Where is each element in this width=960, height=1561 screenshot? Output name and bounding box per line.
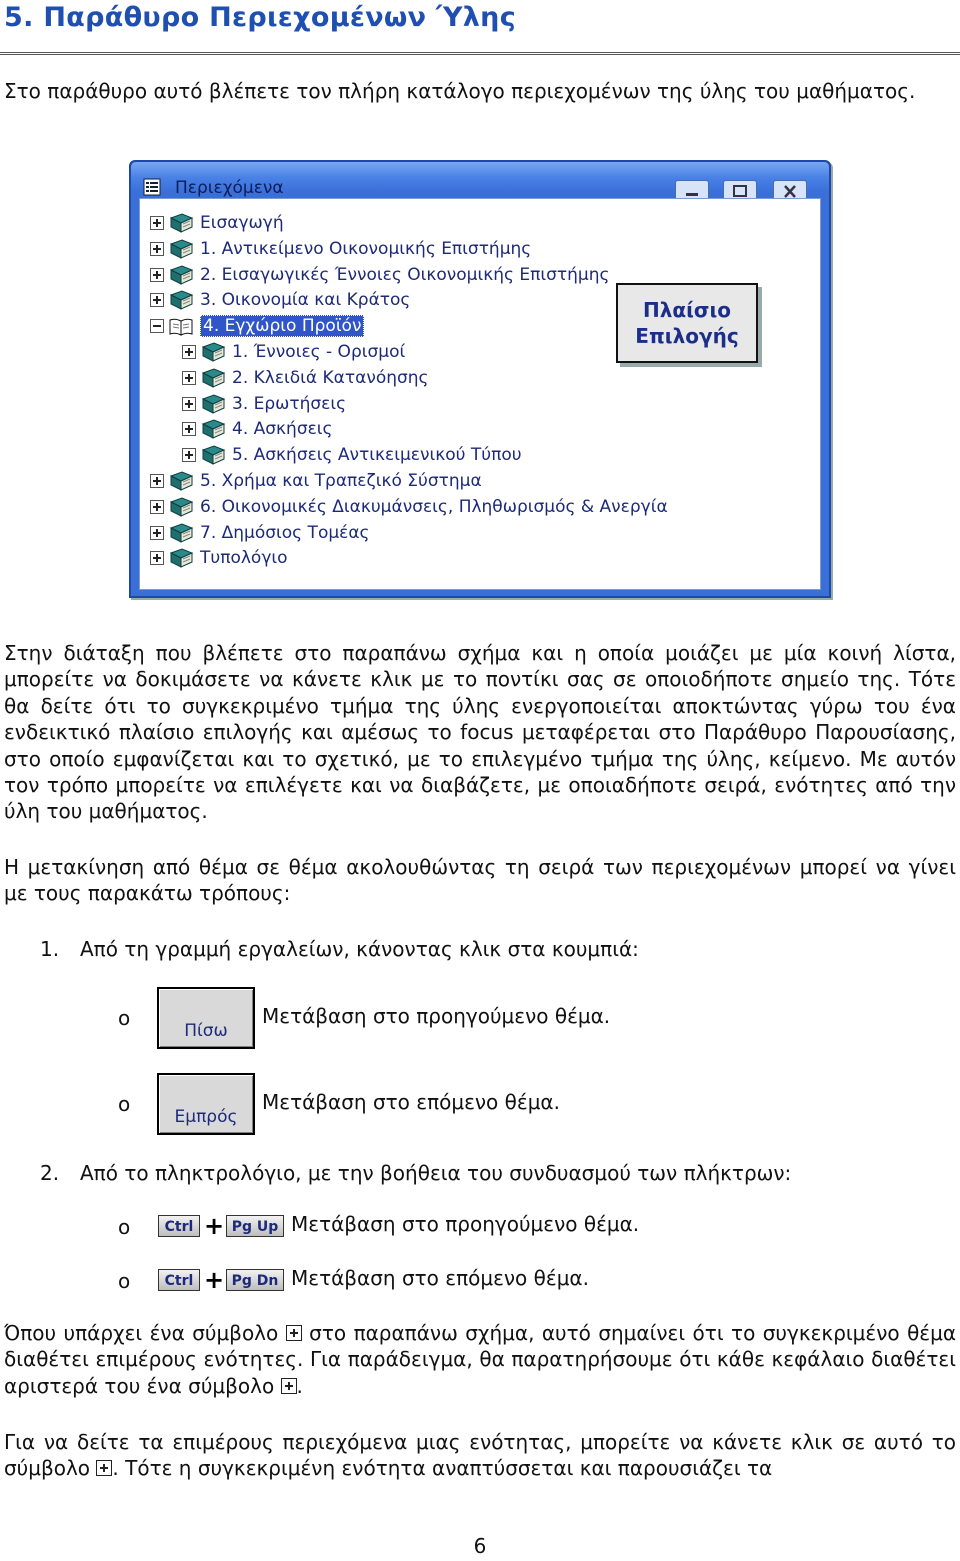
tree-item-label: 1. Αντικείμενο Οικονομικής Επιστήμης [200,238,532,259]
expand-plus-icon[interactable] [182,422,196,436]
tree-item[interactable] [150,495,668,519]
tree-item-label: 5. Ασκήσεις Αντικειμενικού Τύπου [232,445,522,466]
callout-line-1: Πλαίσιο [642,298,732,322]
book-icon [168,496,200,518]
page-up-key: Pg Up [226,1215,284,1237]
selection-box-callout [616,283,758,363]
forward-description: Μετάβαση στο επόμενο θέμα. [262,1090,560,1114]
expand-plus-icon[interactable] [150,526,164,540]
book-icon [200,367,232,389]
book-icon [168,470,200,492]
tree-item-label: 2. Εισαγωγικές Έννοιες Οικονομικής Επιστήμης [200,264,610,285]
tree-item[interactable] [150,546,288,570]
tree-item[interactable] [182,443,522,467]
tree-item-label: 3. Ερωτήσεις [232,393,347,414]
expand-plus-icon[interactable] [182,371,196,385]
intro-paragraph: Στο παράθυρο αυτό βλέπετε τον πλήρη κατάλογο περιεχομένων της ύλης του μαθήματος. [4,79,916,103]
window-title: Περιεχόμενα [175,178,284,198]
explanation-paragraph: Στην διάταξη που βλέπετε στο παραπάνω σχήμα και η οποία μοιάζει με μία κοινή λίστα, μπορείτε να δοκιμάσετε να κάνετε κλικ με το ποντίκι σας σε οποιοδήποτε σημείο της. Τότε θα δείτε ότι το συγκεκριμένο τμήμα της ύλης ενεργοποιείται αποκτώντας γύρω του ένα ενδεικτικό πλαίσιο επιλογής και αμέσως το focus μεταφέρεται στο Παράθυρο Παρουσίασης, στο οποίο εμφανίζεται και το σχετικό, με το επιλεγμένο τμήμα της ύλης, κείμενο. Με αυτόν τον τρόπο μπορείτε να επιλέγετε και να διαβάζετε, με οποιαδήποτε σειρά, ενότητες από την ύλη του μαθήματος. [4,641,956,824]
page-down-key: Pg Dn [226,1269,284,1291]
book-icon [168,289,200,311]
book-icon [200,444,232,466]
tree-item-label: 2. Κλειδιά Κατανόησης [232,367,429,388]
tree-item-label: 4. Ασκήσεις [232,419,333,440]
forward-button[interactable] [157,1073,255,1135]
expand-plus-icon[interactable] [182,448,196,462]
expand-plus-icon [281,1378,297,1394]
page-number: 6 [473,1534,487,1558]
tree-item-label: 1. Έννοιες - Ορισμοί [232,342,406,362]
list-item-1-text: Από τη γραμμή εργαλείων, κάνοντας κλικ στα κουμπιά: [80,937,639,961]
bullet: o [118,1269,131,1293]
tree-item[interactable] [150,211,284,235]
tree-item-label: 6. Οικονομικές Διακυμάνσεις, Πληθωρισμός & Ανεργία [200,496,668,517]
tree-item[interactable] [182,366,429,390]
tree-item[interactable] [150,521,370,545]
list-item-2-text: Από το πληκτρολόγιο, με την βοήθεια του συνδυασμού των πλήκτρων: [80,1161,792,1185]
paragraph-text: Όπου υπάρχει ένα σύμβολο [4,1321,279,1345]
book-icon [168,212,200,234]
back-description: Μετάβαση στο προηγούμενο θέμα. [262,1004,611,1028]
list-number-1: 1. [40,937,60,961]
tree-item-label: 3. Οικονομία και Κράτος [200,290,411,311]
paragraph-text: . Τότε η συγκεκριμένη ενότητα αναπτύσσεται και παρουσιάζει τα [112,1456,773,1481]
expand-plus-icon[interactable] [150,500,164,514]
collapse-minus-icon[interactable] [150,319,164,333]
tree-item-label: 5. Χρήμα και Τραπεζικό Σύστημα [200,471,482,491]
tree-item-label: Τυπολόγιο [200,548,288,569]
expand-instructions-paragraph [4,1429,956,1482]
contents-window [129,160,831,598]
tree-item[interactable] [150,237,531,261]
open-book-icon [168,315,200,337]
plus-icon: + [204,1266,225,1294]
ctrl-key: Ctrl [158,1269,200,1291]
bullet: o [118,1092,131,1116]
expand-plus-icon [96,1460,112,1476]
list-number-2: 2. [40,1161,60,1185]
expand-symbol-paragraph [4,1320,956,1399]
plus-icon: + [204,1212,225,1240]
expand-plus-icon[interactable] [150,474,164,488]
back-button[interactable] [157,987,255,1049]
tree-item[interactable] [182,340,405,364]
expand-plus-icon[interactable] [182,397,196,411]
callout-line-2: Επιλογής [635,324,739,348]
expand-plus-icon[interactable] [150,293,164,307]
tree-item[interactable] [182,392,346,416]
paragraph-text: Για να δείτε τα επιμέρους περιεχόμενα μιας ενότητας, μπορείτε να κάνετε κλικ σε αυτό το σύμβολο [4,1430,956,1481]
bullet: o [118,1006,131,1030]
key-prev-description: Μετάβαση στο προηγούμενο θέμα. [291,1212,640,1236]
tree-item-label: 4. Εγχώριο Προϊόν [200,315,364,337]
book-icon [168,547,200,569]
expand-plus-icon [286,1325,302,1341]
tree-item[interactable] [150,288,410,312]
contents-tree [139,198,821,590]
expand-plus-icon[interactable] [182,345,196,359]
window-titlebar [131,162,829,198]
page-title: 5. Παράθυρο Περιεχομένων Ύλης [4,2,517,33]
tree-item-label: 7. Δημόσιος Τομέας [200,522,370,543]
tree-item[interactable] [150,469,482,493]
navigation-paragraph: Η μετακίνηση από θέμα σε θέμα ακολουθώντας τη σειρά των περιεχομένων μπορεί να γίνει με τους παρακάτω τρόπους: [4,855,956,906]
heading-rule [0,52,960,55]
expand-plus-icon[interactable] [150,242,164,256]
bullet: o [118,1215,131,1239]
tree-item-label: Εισαγωγή [200,213,284,233]
ctrl-key: Ctrl [158,1215,200,1237]
contents-window-icon [143,178,161,196]
expand-plus-icon[interactable] [150,268,164,282]
tree-item[interactable] [150,263,609,287]
book-icon [200,418,232,440]
book-icon [200,393,232,415]
tree-item[interactable] [150,314,364,338]
book-icon [168,522,200,544]
book-icon [168,264,200,286]
tree-item[interactable] [182,417,333,441]
expand-plus-icon[interactable] [150,551,164,565]
paragraph-text: στο παραπάνω σχήμα, αυτό σημαίνει ότι το συγκεκριμένο θέμα διαθέτει επιμέρους ενότητες. Για παράδειγμα, θα παρατηρήσουμε ότι κάθε κεφάλαιο διαθέτει αριστερά του ένα σύμβολο [4,1321,957,1398]
book-icon [168,238,200,260]
forward-button-label: Εμπρός [174,1107,238,1127]
key-next-description: Μετάβαση στο επόμενο θέμα. [291,1266,589,1290]
paragraph-text: . [296,1373,303,1398]
expand-plus-icon[interactable] [150,216,164,230]
back-button-label: Πίσω [184,1021,228,1041]
book-icon [200,341,232,363]
